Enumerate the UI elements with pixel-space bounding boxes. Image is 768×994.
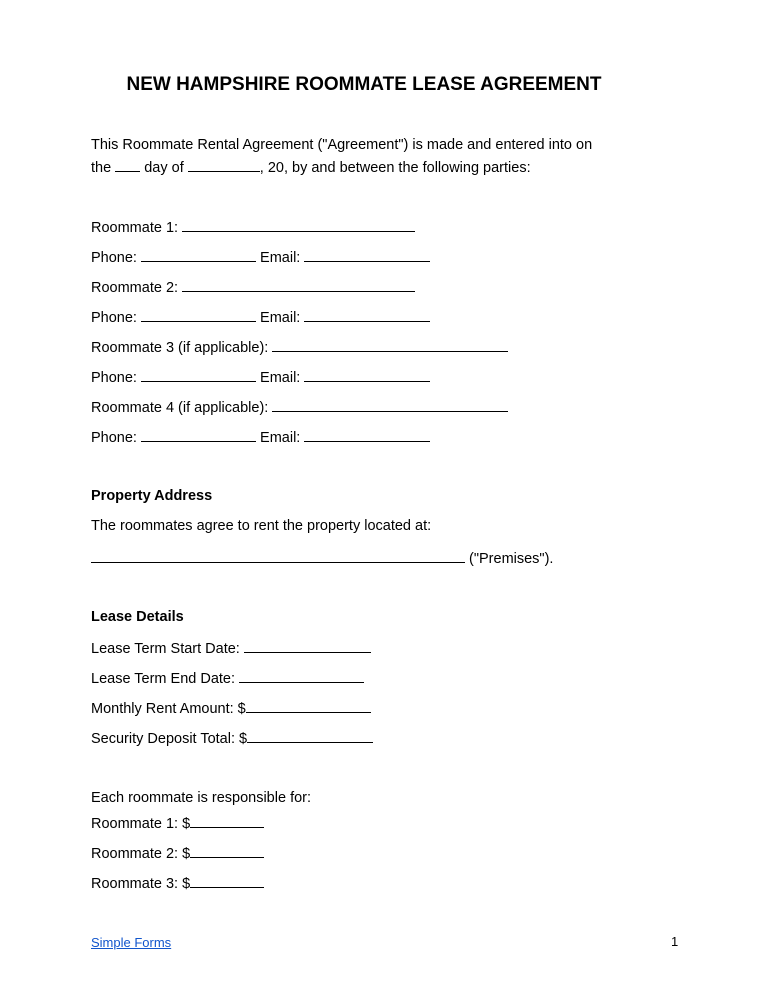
premises-row xyxy=(91,548,553,568)
intro-line-2 xyxy=(91,157,531,177)
premises-label: ("Premises"). xyxy=(469,551,554,567)
lease-start-field[interactable] xyxy=(244,638,371,653)
roommate-3-row xyxy=(91,337,508,357)
property-heading: Property Address xyxy=(91,488,213,504)
roommate-1-row xyxy=(91,217,415,237)
property-address-field[interactable] xyxy=(91,548,465,563)
lease-start-label: Lease Term Start Date: xyxy=(91,641,240,657)
roommate-1-contact-row xyxy=(91,247,430,267)
roommate-2-email-field[interactable] xyxy=(304,307,430,322)
responsibility-r2-row xyxy=(91,843,264,863)
responsibility-r3-field[interactable] xyxy=(190,873,264,888)
lease-end-field[interactable] xyxy=(239,668,364,683)
roommate-1-name-field[interactable] xyxy=(182,217,415,232)
day-field[interactable] xyxy=(115,157,140,172)
roommate-3-contact-row xyxy=(91,367,430,387)
phone-label: Phone: xyxy=(91,430,137,446)
lease-end-row xyxy=(91,668,364,688)
intro-the: the xyxy=(91,160,112,176)
roommate-3-phone-field[interactable] xyxy=(141,367,256,382)
roommate-2-phone-field[interactable] xyxy=(141,307,256,322)
email-label: Email: xyxy=(260,250,301,266)
roommate-3-name-field[interactable] xyxy=(272,337,508,352)
responsibility-r3-row xyxy=(91,873,264,893)
email-label: Email: xyxy=(260,430,301,446)
responsibility-r1-label: Roommate 1: $ xyxy=(91,816,191,832)
roommate-3-email-field[interactable] xyxy=(304,367,430,382)
responsibility-r3-label: Roommate 3: $ xyxy=(91,876,191,892)
roommate-4-label: Roommate 4 (if applicable): xyxy=(91,400,269,416)
roommate-1-label: Roommate 1: xyxy=(91,220,179,236)
footer-link[interactable]: Simple Forms xyxy=(91,935,172,950)
document-title: NEW HAMPSHIRE ROOMMATE LEASE AGREEMENT xyxy=(126,74,602,95)
email-label: Email: xyxy=(260,310,301,326)
rent-row xyxy=(91,698,371,718)
roommate-4-row xyxy=(91,397,508,417)
intro-line-1: This Roommate Rental Agreement ("Agreement") is made and entered into on xyxy=(91,137,593,153)
deposit-label: Security Deposit Total: $ xyxy=(91,731,248,747)
intro-day-of: day of xyxy=(144,160,184,176)
phone-label: Phone: xyxy=(91,310,137,326)
responsibility-r2-field[interactable] xyxy=(190,843,264,858)
intro-parties: , 20, by and between the following parties: xyxy=(259,160,531,176)
responsibility-r1-row xyxy=(91,813,264,833)
roommate-2-label: Roommate 2: xyxy=(91,280,179,296)
roommate-3-label: Roommate 3 (if applicable): xyxy=(91,340,269,356)
lease-end-label: Lease Term End Date: xyxy=(91,671,236,687)
month-field[interactable] xyxy=(188,157,260,172)
rent-label: Monthly Rent Amount: $ xyxy=(91,701,246,717)
responsibility-r2-label: Roommate 2: $ xyxy=(91,846,191,862)
roommate-2-row xyxy=(91,277,415,297)
property-text: The roommates agree to rent the property located at: xyxy=(91,518,432,534)
roommate-4-contact-row xyxy=(91,427,430,447)
responsibility-intro: Each roommate is responsible for: xyxy=(91,790,312,806)
rent-field[interactable] xyxy=(246,698,371,713)
lease-start-row xyxy=(91,638,371,658)
lease-heading: Lease Details xyxy=(91,609,184,625)
page-number: 1 xyxy=(671,934,679,949)
deposit-row xyxy=(91,728,373,748)
roommate-4-name-field[interactable] xyxy=(272,397,508,412)
phone-label: Phone: xyxy=(91,370,137,386)
responsibility-r1-field[interactable] xyxy=(190,813,264,828)
roommate-4-email-field[interactable] xyxy=(304,427,430,442)
deposit-field[interactable] xyxy=(247,728,373,743)
roommate-2-contact-row xyxy=(91,307,430,327)
email-label: Email: xyxy=(260,370,301,386)
roommate-2-name-field[interactable] xyxy=(182,277,415,292)
roommate-1-phone-field[interactable] xyxy=(141,247,256,262)
roommate-1-email-field[interactable] xyxy=(304,247,430,262)
phone-label: Phone: xyxy=(91,250,137,266)
roommate-4-phone-field[interactable] xyxy=(141,427,256,442)
